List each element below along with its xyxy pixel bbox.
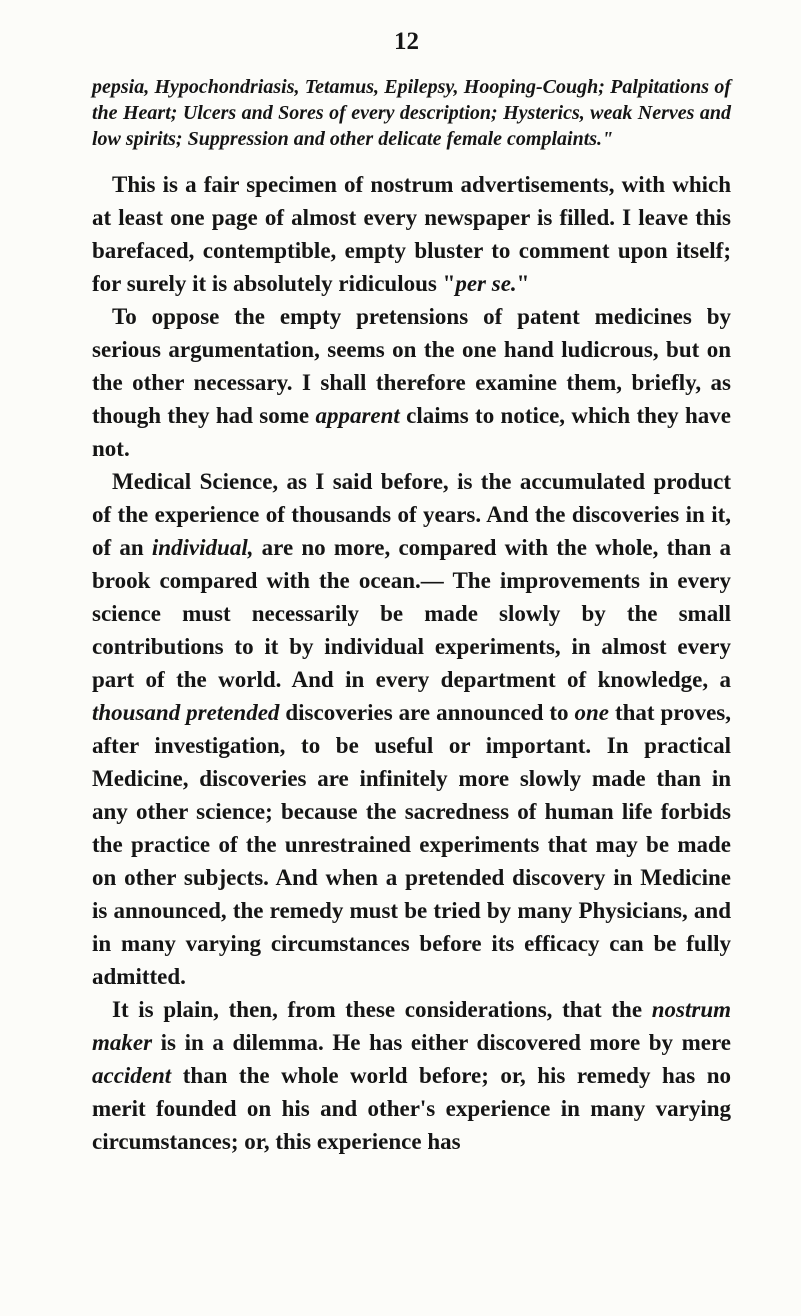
italic-phrase: accident <box>92 1063 172 1088</box>
quoted-advertisement-ending: pepsia, Hypochondriasis, Tetamus, Epilepsy, Hooping-Cough; Palpitations of the Heart; Ulcers and Sores of every description; Hysterics, weak Nerves and low spirits; Suppression and other delicate female complaints." <box>92 76 731 150</box>
italic-phrase: one <box>574 700 609 725</box>
text-run: To oppose the empty pretensions of patent medicines by serious argumentation, seems on the one hand ludicrous, but on the other necessary. I shall therefore examine them, briefly, as though they had some <box>92 304 731 428</box>
text-run: than the whole world before; or, his remedy has no merit founded on his and other's experience in many varying circumstances; or, this experience has <box>92 1063 731 1154</box>
text-run: It is plain, then, from these considerations, that the <box>112 997 652 1022</box>
italic-phrase: nostrum maker <box>92 997 731 1055</box>
paragraph-oppose-pretensions <box>92 300 731 465</box>
body-text <box>92 168 731 1158</box>
italic-phrase: apparent <box>315 403 400 428</box>
text-run: Medical Science, as I said before, is the accumulated product of the experience of thousands of years. And the discoveries in it, of an <box>92 469 731 560</box>
text-run: are no more, compared with the whole, than a brook compared with the ocean.— The improvements in every science must necessarily be made slowly by the small contributions to it by individual experiments, in almost every part of the world. And in every department of knowledge, a <box>92 535 732 692</box>
text-run: discoveries are announced to <box>279 700 575 725</box>
italic-phrase: per se. <box>455 271 517 296</box>
italic-phrase: thousand pretended <box>92 700 280 725</box>
paragraph-medical-science <box>92 465 731 993</box>
text-run: that proves, after investigation, to be useful or important. In practical Medicine, discoveries are infinitely more slowly made than in any other science; because the sacredness of human life forbids the practice of the unrestrained experiments that may be made on other subjects. And when a pretended discovery in Medicine is announced, the remedy must be tried by many Physicians, and in many varying circumstances before its efficacy can be fully admitted. <box>92 700 731 989</box>
text-run: This is a fair specimen of nostrum advertisements, with which at least one page of almost every newspaper is filled. I leave this barefaced, contemptible, empty bluster to comment upon itself; for surely it is absolutely ridiculous " <box>92 172 731 296</box>
paragraph-dilemma <box>92 993 731 1158</box>
text-run: " <box>516 271 530 296</box>
italic-phrase: individual, <box>151 535 254 560</box>
text-run: is in a dilemma. He has either discovered more by mere <box>152 1030 731 1055</box>
paragraph-nostrum-specimen <box>92 168 731 300</box>
text-run: claims to notice, which they have not. <box>92 403 731 461</box>
page-number: 12 <box>394 28 419 55</box>
